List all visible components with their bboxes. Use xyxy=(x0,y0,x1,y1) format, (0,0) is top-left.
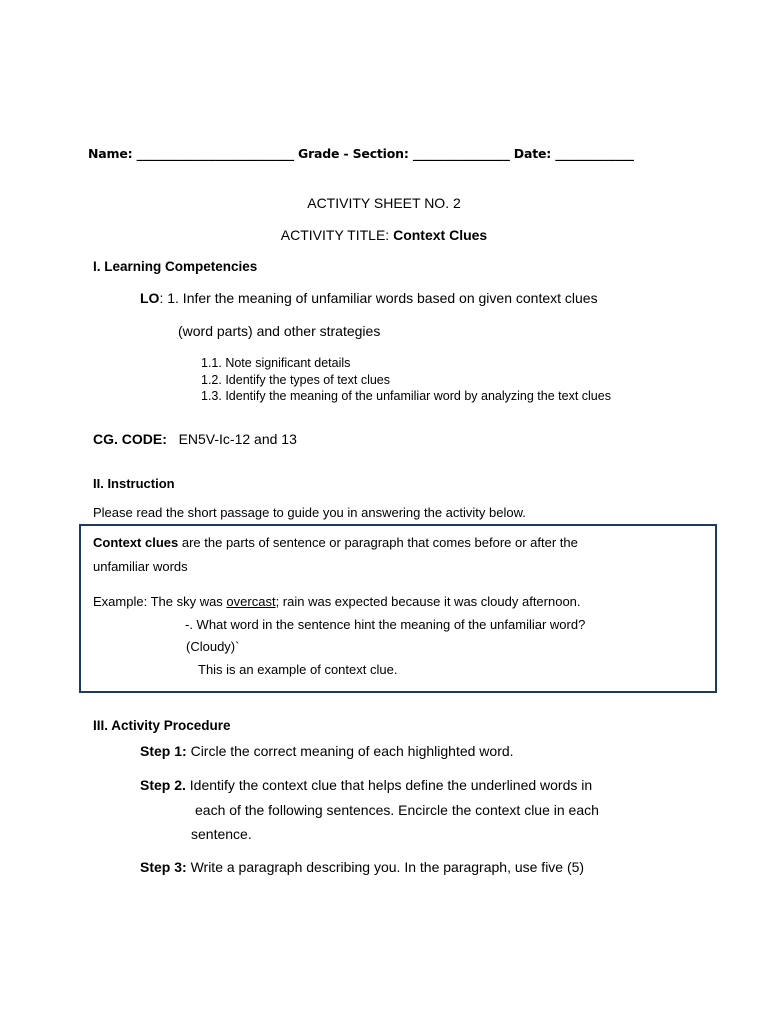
box-definition-line-2: unfamiliar words xyxy=(93,559,188,574)
box-example-word: overcast xyxy=(226,594,276,609)
lo-text-1: : 1. Infer the meaning of unfamiliar words based on given context clues xyxy=(159,290,598,306)
box-definition-rest: are the parts of sentence or paragraph that comes before or after the xyxy=(178,535,578,550)
box-question: -. What word in the sentence hint the meaning of the unfamiliar word? xyxy=(185,617,586,632)
step-2-line-3: sentence. xyxy=(191,826,252,842)
box-example-prefix: Example: The sky was xyxy=(93,594,227,609)
step-3-text: Write a paragraph describing you. In the paragraph, use five (5) xyxy=(186,859,585,875)
grade-section-label: Grade - Section: xyxy=(298,146,409,161)
step-3 xyxy=(140,859,584,875)
step-2-line-2: each of the following sentences. Encircle the context clue in each xyxy=(195,802,599,818)
cg-code-value: EN5V-Ic-12 and 13 xyxy=(178,431,297,447)
step-2-line-1 xyxy=(140,777,592,793)
subitem-1-1: 1.1. Note significant details xyxy=(201,356,351,370)
name-blank[interactable]: __________________________ xyxy=(136,146,294,161)
box-example-suffix: ; rain was expected because it was cloudy afternoon. xyxy=(275,594,581,609)
step-1-label: Step 1: xyxy=(140,743,187,759)
box-term: Context clues xyxy=(93,535,179,550)
box-answer: (Cloudy)` xyxy=(186,639,240,654)
date-label: Date: xyxy=(513,146,552,161)
section-activity-procedure-heading: III. Activity Procedure xyxy=(93,718,231,733)
sheet-title: ACTIVITY SHEET NO. 2 xyxy=(307,195,461,211)
activity-title xyxy=(0,227,768,243)
box-note: This is an example of context clue. xyxy=(198,662,398,677)
section-instruction-heading: II. Instruction xyxy=(93,476,175,491)
step-1-text: Circle the correct meaning of each highlighted word. xyxy=(186,743,514,759)
instruction-text: Please read the short passage to guide you in answering the activity below. xyxy=(93,505,526,520)
activity-title-value: Context Clues xyxy=(393,227,488,243)
step-2-text-1: Identify the context clue that helps define the underlined words in xyxy=(185,777,593,793)
section-learning-competencies-heading: I. Learning Competencies xyxy=(93,259,258,274)
box-definition-line-1 xyxy=(93,535,578,550)
cg-code-line xyxy=(93,431,297,447)
lo-label: LO xyxy=(140,290,160,306)
date-blank[interactable]: _____________ xyxy=(555,146,634,161)
step-3-label: Step 3: xyxy=(140,859,187,875)
lo-line-2: (word parts) and other strategies xyxy=(178,323,381,339)
step-2-label: Step 2. xyxy=(140,777,186,793)
name-label: Name: xyxy=(88,146,133,161)
lo-line-1 xyxy=(140,290,598,306)
subitem-1-2: 1.2. Identify the types of text clues xyxy=(201,373,390,387)
cg-code-label: CG. CODE: xyxy=(93,431,167,447)
step-1 xyxy=(140,743,514,759)
activity-title-label: ACTIVITY TITLE: xyxy=(280,227,390,243)
box-example xyxy=(93,594,581,609)
grade-section-blank[interactable]: ________________ xyxy=(412,146,510,161)
student-info-line xyxy=(88,146,634,161)
subitem-1-3: 1.3. Identify the meaning of the unfamiliar word by analyzing the text clues xyxy=(201,389,611,403)
